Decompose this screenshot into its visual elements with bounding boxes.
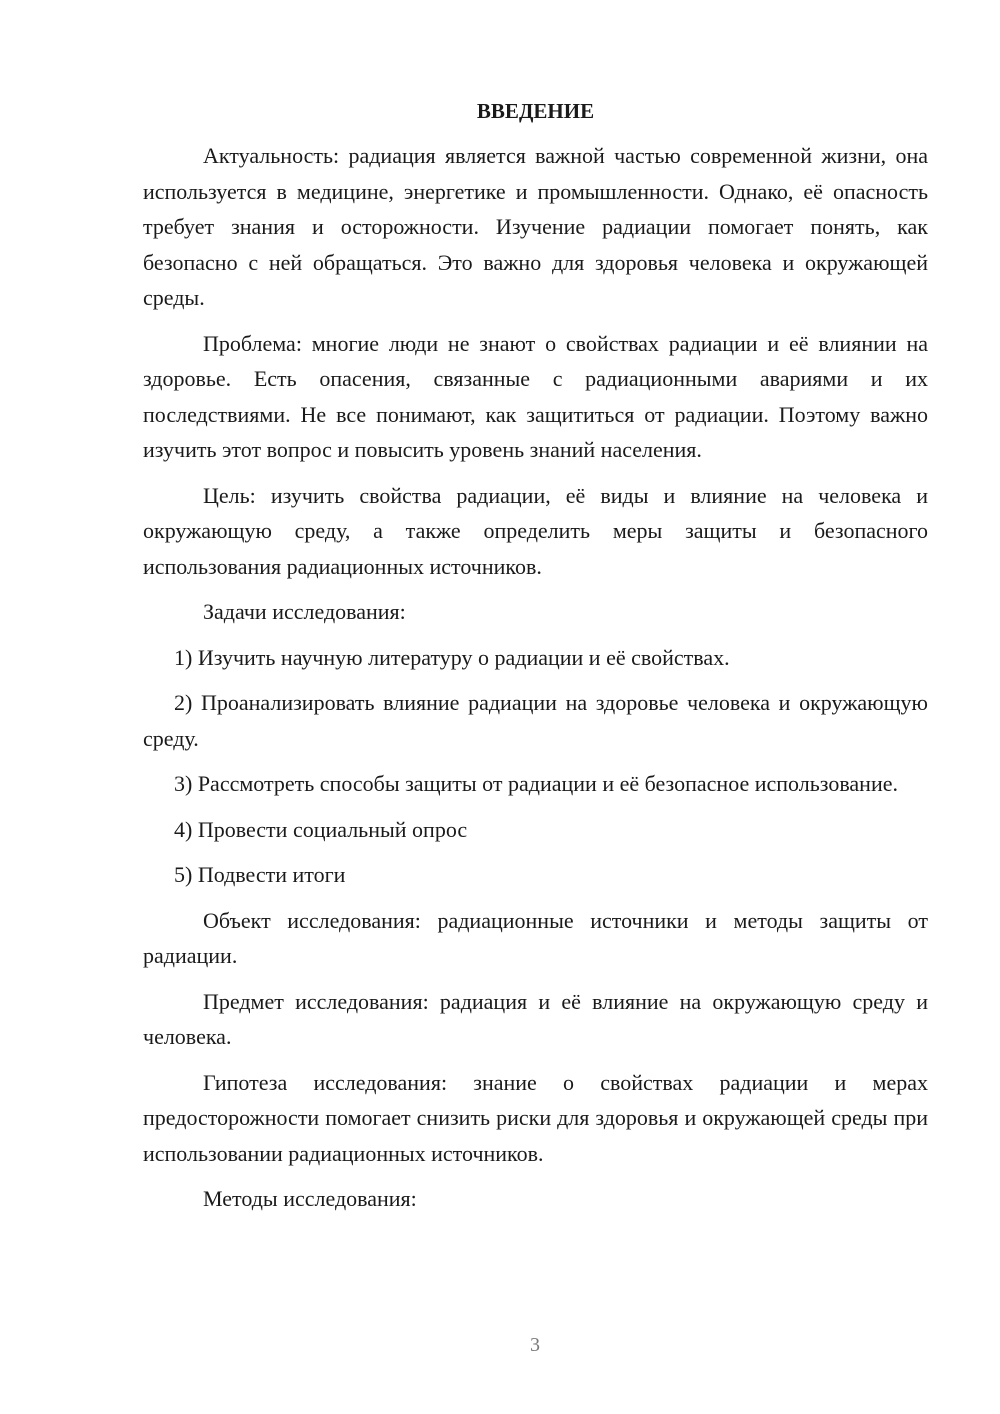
task-item-2: 2) Проанализировать влияние радиации на здоровье человека и окружающую среду. xyxy=(143,690,928,751)
paragraph-object: Объект исследования: радиационные источники и методы защиты от радиации. xyxy=(143,907,928,968)
paragraph-hypothesis: Гипотеза исследования: знание о свойствах радиации и мерах предосторожности помогает снизить риски для здоровья и окружающей среды при использовании радиационных источников. xyxy=(143,1069,928,1166)
paragraph-tasks-heading: Задачи исследования: xyxy=(203,599,406,624)
paragraph-subject: Предмет исследования: радиация и её влияние на окружающую среду и человека. xyxy=(143,988,928,1049)
task-item-4: 4) Провести социальный опрос xyxy=(174,816,468,842)
page-content xyxy=(143,96,928,1227)
paragraph-problem: Проблема: многие люди не знают о свойствах радиации и её влиянии на здоровье. Есть опасения, связанные с радиационными авариями и их последствиями. Не все понимают, как защититься от радиации. Поэтому важно изучить этот вопрос и повысить уровень знаний населения. xyxy=(143,330,928,462)
page-number: 3 xyxy=(530,1334,540,1356)
paragraph-goal: Цель: изучить свойства радиации, её виды и влияние на человека и окружающую среду, а также определить меры защиты и безопасного использования радиационных источников. xyxy=(143,482,928,579)
paragraph-relevance: Актуальность: радиация является важной частью современной жизни, она используется в медицине, энергетике и промышленности. Однако, её опасность требует знания и осторожности. Изучение радиации помогает понять, как безопасно с ней обращаться. Это важно для здоровья человека и окружающей среды. xyxy=(143,143,928,310)
paragraph-methods: Методы исследования: xyxy=(203,1186,417,1211)
task-item-3: 3) Рассмотреть способы защиты от радиации и её безопасное использование. xyxy=(174,771,898,796)
task-item-1: 1) Изучить научную литературу о радиации и её свойствах. xyxy=(174,644,730,670)
task-item-5: 5) Подвести итоги xyxy=(174,862,346,887)
section-title: ВВЕДЕНИЕ xyxy=(476,99,595,123)
